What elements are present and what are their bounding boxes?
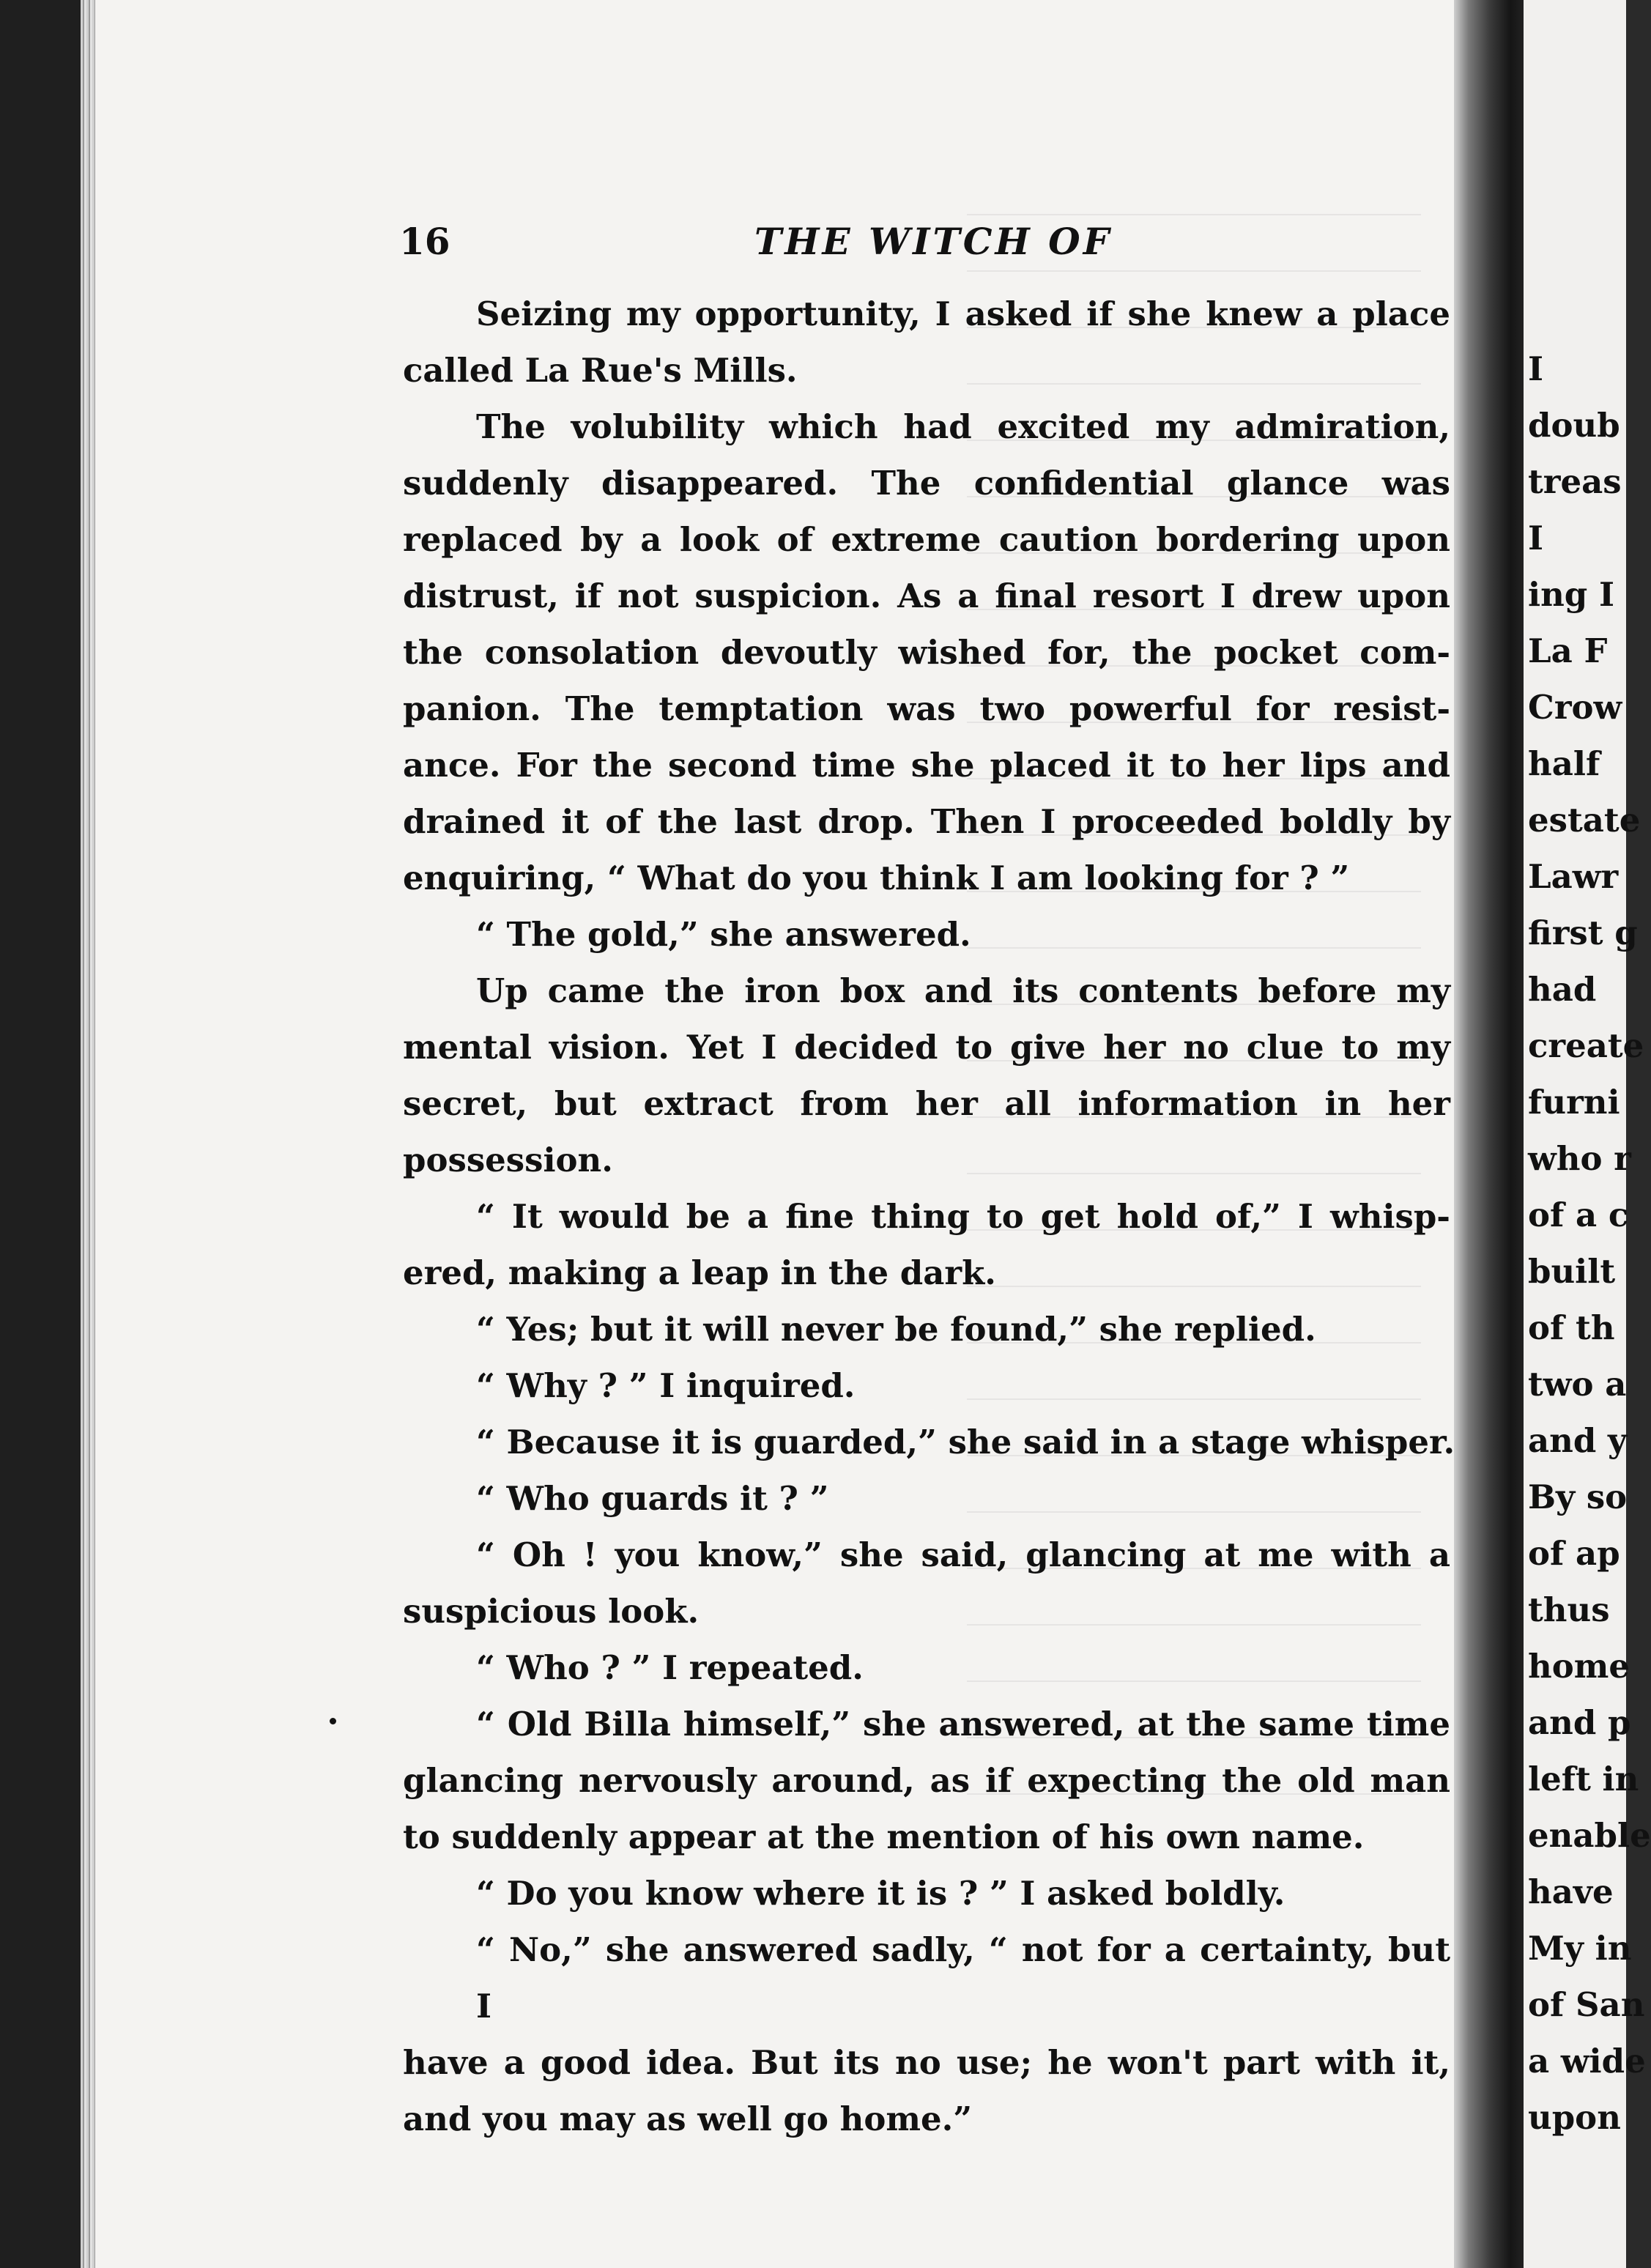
- text-line: to suddenly appear at the mention of his own name.: [403, 1817, 1365, 1856]
- paragraph: [403, 1470, 1450, 1527]
- text-line: drained it of the last drop. Then I proceeded boldly by: [403, 802, 1450, 841]
- text-line: ance. For the second time she placed it to her lips and: [403, 746, 1450, 785]
- margin-mark: [330, 1718, 336, 1724]
- facing-page-line: doub: [1528, 406, 1620, 445]
- text-line: suspicious look.: [403, 1592, 700, 1631]
- text-line: distrust, if not suspicion. As a final resort I drew upon: [403, 577, 1450, 615]
- body-text: [403, 286, 1455, 2147]
- facing-page-line: and y: [1528, 1421, 1628, 1460]
- paragraph: [403, 1696, 1450, 1865]
- facing-page-line: left in: [1528, 1760, 1639, 1798]
- page-content: [399, 220, 1455, 2147]
- paragraph: [403, 286, 1450, 399]
- facing-page-line: a wide: [1528, 2042, 1646, 2080]
- running-title: THE WITCH OF: [754, 220, 1113, 263]
- facing-page-line: first g: [1528, 914, 1638, 952]
- text-line: “ No,” she answered sadly, “ not for a certainty, but I: [476, 1930, 1450, 2026]
- text-line: secret, but extract from her all information in her: [403, 1084, 1450, 1123]
- facing-page-line: create: [1528, 1026, 1644, 1065]
- facing-page-line: Lawr: [1528, 857, 1619, 896]
- facing-page-line: and p: [1528, 1703, 1631, 1742]
- facing-page-line: furni: [1528, 1083, 1620, 1122]
- paragraph: [403, 1922, 1450, 2147]
- facing-page-line: who r: [1528, 1139, 1631, 1178]
- text-line: and you may as well go home.”: [403, 2100, 973, 2138]
- facing-page-line: My in: [1528, 1929, 1632, 1968]
- text-line: suddenly disappeared. The confidential glance was: [403, 464, 1450, 503]
- facing-page-line: By so: [1528, 1478, 1628, 1516]
- facing-page-line: treas: [1528, 462, 1622, 501]
- text-line: “ It would be a fine thing to get hold of,” I whisp-: [476, 1197, 1450, 1236]
- paragraph: [403, 1188, 1450, 1301]
- text-line: “ Who ? ” I repeated.: [476, 1648, 864, 1687]
- text-line: mental vision. Yet I decided to give her no clue to my: [403, 1028, 1450, 1067]
- text-line: enquiring, “ What do you think I am looking for ? ”: [403, 859, 1350, 897]
- text-line: “ Who guards it ? ”: [476, 1479, 829, 1518]
- page-header: [399, 220, 1450, 286]
- text-line: replaced by a look of extreme caution bordering upon: [403, 520, 1450, 559]
- facing-page-line: two a: [1528, 1365, 1627, 1404]
- text-line: “ The gold,” she answered.: [476, 915, 971, 954]
- paragraph: [403, 399, 1450, 906]
- text-line: “ Do you know where it is ? ” I asked boldly.: [476, 1874, 1285, 1913]
- facing-page-text: [1528, 341, 1651, 2146]
- text-line: called La Rue's Mills.: [403, 351, 798, 390]
- facing-page-line: thus: [1528, 1590, 1610, 1629]
- paragraph: [403, 1527, 1450, 1639]
- facing-page-line: of th: [1528, 1308, 1615, 1347]
- text-line: Seizing my opportunity, I asked if she knew a place: [476, 294, 1450, 333]
- paragraph: [403, 1639, 1450, 1696]
- paragraph: [403, 1357, 1450, 1414]
- text-line: “ Yes; but it will never be found,” she replied.: [476, 1310, 1316, 1349]
- facing-page-line: of San: [1528, 1985, 1645, 2024]
- book-gutter: [1454, 0, 1535, 2268]
- facing-page-line: have: [1528, 1872, 1614, 1911]
- facing-page-line: built: [1528, 1252, 1616, 1291]
- text-line: glancing nervously around, as if expecting the old man: [403, 1761, 1450, 1800]
- text-line: ered, making a leap in the dark.: [403, 1253, 996, 1292]
- facing-page-line: ing I: [1528, 575, 1614, 614]
- facing-page-line: estate: [1528, 801, 1641, 840]
- facing-page-line: half: [1528, 744, 1600, 783]
- facing-page-line: enable: [1528, 1816, 1651, 1855]
- text-line: “ Because it is guarded,” she said in a stage whisper.: [476, 1423, 1455, 1461]
- page-number: 16: [399, 220, 450, 263]
- paragraph: [403, 1414, 1455, 1470]
- facing-page-line: I: [1528, 349, 1544, 388]
- paragraph: [403, 963, 1450, 1188]
- text-line: “ Old Billa himself,” she answered, at the same time: [476, 1705, 1450, 1743]
- text-line: possession.: [403, 1141, 613, 1179]
- text-line: The volubility which had excited my admiration,: [476, 407, 1450, 446]
- text-line: the consolation devoutly wished for, the pocket com-: [403, 633, 1450, 672]
- paragraph: [403, 1301, 1450, 1357]
- facing-page-line: Crow: [1528, 688, 1622, 727]
- facing-page-line: of a c: [1528, 1196, 1629, 1234]
- facing-page-line: upon: [1528, 2098, 1621, 2137]
- paragraph: [403, 906, 1450, 963]
- facing-page-line: home: [1528, 1647, 1630, 1686]
- text-line: have a good idea. But its no use; he won't part with it,: [403, 2043, 1450, 2082]
- text-line: “ Oh ! you know,” she said, glancing at me with a: [476, 1535, 1450, 1574]
- text-line: Up came the iron box and its contents before my: [476, 971, 1450, 1010]
- paragraph: [403, 1865, 1450, 1922]
- text-line: panion. The temptation was two powerful for resist-: [403, 689, 1450, 728]
- facing-page-line: of ap: [1528, 1534, 1620, 1573]
- facing-page-line: had: [1528, 970, 1597, 1009]
- facing-page-line: La F: [1528, 631, 1608, 670]
- facing-page-line: I: [1528, 519, 1544, 557]
- text-line: “ Why ? ” I inquired.: [476, 1366, 856, 1405]
